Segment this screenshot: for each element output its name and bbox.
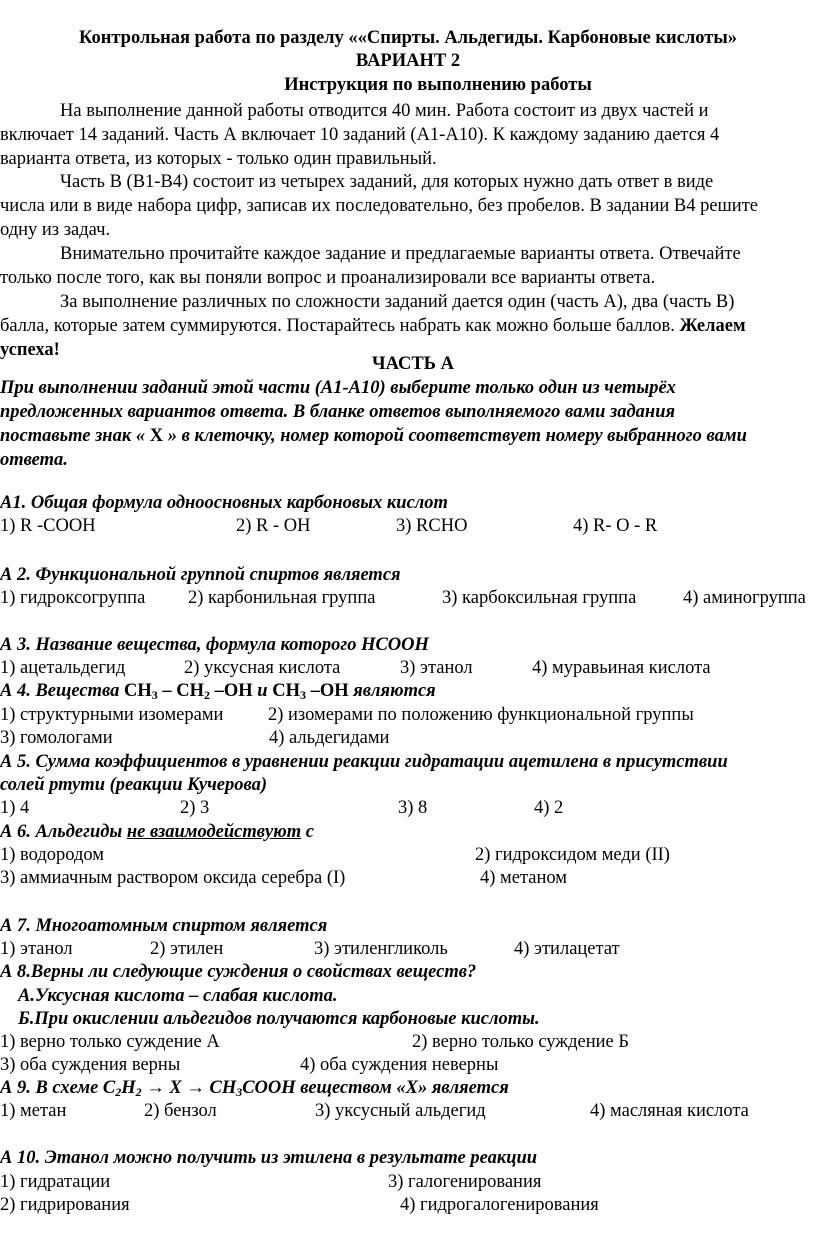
answer-option: 1) метан [0,1101,67,1121]
subscript: 2 [135,1085,142,1099]
formula-part: СН [124,681,152,701]
answer-option: 2) этилен [150,939,224,959]
answer-option: 1) гидратации [0,1172,111,1192]
question-text: А 6. Альдегиды [0,822,127,842]
answer-option: 3) этанол [400,658,473,678]
question-text: А 9. В схеме С [0,1078,116,1098]
answer-option: 4) гидрогалогенирования [400,1195,599,1215]
answer-option: 4) оба суждения неверны [300,1055,499,1075]
formula-methanol [272,681,348,701]
answer-option: 2) R - OH [236,516,311,536]
subscript: 3 [299,688,306,702]
answer-option: 4) альдегидами [269,728,390,748]
formula-part: СН [272,681,300,701]
underlined-text: не взаимодействуют [126,822,302,842]
intro-text: балла, которые затем суммируются. Постарайтесь набрать как можно больше баллов. [0,316,680,336]
answer-option: 3) уксусный альдегид [315,1101,486,1121]
subscript: 3 [236,1085,243,1099]
question-a9 [0,1076,509,1100]
instruction-text: » в клеточку, номер которой соответствует номеру выбранного вами [167,426,747,446]
part-a-instruction: ответа. [0,450,68,470]
intro-line: успеха! [0,340,60,360]
answer-option: 4) метаном [480,868,567,888]
doc-title: Контрольная работа по разделу ««Спирты. Альдегиды. Карбоновые кислоты» [78,28,738,48]
instruction-text: поставьте знак « [0,426,146,446]
question-a4 [0,679,436,703]
formula-part: –ОН [305,681,349,701]
subscript: 3 [151,688,158,702]
answer-option: 1) ацетальдегид [0,658,126,678]
intro-line: включает 14 заданий. Часть А включает 10 заданий (А1-А10). К каждому заданию дается 4 [0,125,720,145]
answer-option: 4) R- O - R [573,516,658,536]
question-a10: А 10. Этанол можно получить из этилена в результате реакции [0,1148,538,1168]
answer-option: 3) карбоксильная группа [442,588,637,608]
question-a1: А1. Общая формула одноосновных карбоновых кислот [0,493,448,513]
formula-propanol [124,681,253,701]
answer-option: 4) аминогруппа [683,588,806,608]
question-text: СООН веществом «Х» является [242,1078,509,1098]
answer-option: 4) масляная кислота [590,1101,749,1121]
answer-option: 2) карбонильная группа [188,588,376,608]
subscript: 2 [204,688,211,702]
intro-line: числа или в виде набора цифр, записав их последовательно, без пробелов. В задании В4 решите [0,196,759,216]
answer-option: 2) верно только суждение Б [412,1032,629,1052]
intro-bold-text: Желаем [679,316,746,336]
question-text: Н [121,1078,136,1098]
question-a5: солей ртути (реакции Кучерова) [0,775,268,795]
question-a3: А 3. Название вещества, формула которого НСООН [0,635,429,655]
answer-option: 3) этиленгликоль [314,939,448,959]
intro-line: варианта ответа, из которых - только один правильный. [0,149,437,169]
answer-option: 1) водородом [0,845,105,865]
question-text: с [301,822,314,842]
question-text: являются [348,681,436,701]
answer-option: 3) оба суждения верны [0,1055,181,1075]
instructions-title: Инструкция по выполнению работы [284,75,592,95]
answer-option: 3) гомологами [0,728,113,748]
intro-line: Внимательно прочитайте каждое задание и предлагаемые варианты ответа. Отвечайте [60,244,741,264]
statement-b: Б.При окислении альдегидов получаются карбоновые кислоты. [18,1009,540,1029]
answer-option: 2) гидрирования [0,1195,130,1215]
answer-option: 1) верно только суждение А [0,1032,220,1052]
answer-option: 2) 3 [180,798,210,818]
answer-option: 4) этилацетат [514,939,620,959]
answer-option: 2) уксусная кислота [184,658,341,678]
answer-option: 1) гидроксогруппа [0,588,146,608]
subscript: 2 [115,1085,122,1099]
answer-option: 3) галогенирования [388,1172,542,1192]
intro-line: Часть В (В1-В4) состоит из четырех заданий, для которых нужно дать ответ в виде [60,172,714,192]
answer-option: 2) гидроксидом меди (II) [475,845,670,865]
answer-option: 1) этанол [0,939,73,959]
answer-option: 4) 2 [534,798,564,818]
answer-option: 3) аммиачным раствором оксида серебра (I) [0,868,346,888]
intro-line: За выполнение различных по сложности заданий дается один (часть А), два (часть В) [60,292,735,312]
intro-line: На выполнение данной работы отводится 40 мин. Работа состоит из двух частей и [60,101,709,121]
part-a-title: ЧАСТЬ А [372,354,454,374]
answer-option: 1) структурными изомерами [0,705,224,725]
intro-line: только после того, как вы поняли вопрос и проанализировали все варианты ответа. [0,268,656,288]
question-a2: А 2. Функциональной группой спиртов является [0,565,401,585]
mark-x-symbol: Х [145,426,168,446]
question-text: А 4. Вещества [0,681,125,701]
answer-option: 3) RCHO [396,516,468,536]
answer-option: 4) муравьиная кислота [532,658,711,678]
formula-part: –ОН [210,681,253,701]
answer-option: 3) 8 [398,798,428,818]
answer-option: 2) бензол [144,1101,217,1121]
part-a-instruction: предложенных вариантов ответа. В бланке ответов выполняемого вами задания [0,402,676,422]
answer-option: 1) 4 [0,798,30,818]
question-text: и [252,681,273,701]
question-text: → Х → СН [141,1078,237,1098]
answer-option: 1) R -COOH [0,516,96,536]
question-a5: А 5. Сумма коэффициентов в уравнении реакции гидратации ацетилена в присутствии [0,752,728,772]
intro-line [0,314,746,338]
statement-a: А.Уксусная кислота – слабая кислота. [18,986,338,1006]
part-a-instruction: При выполнении заданий этой части (А1-А10) выберите только один из четырёх [0,378,676,398]
question-a7: А 7. Многоатомным спиртом является [0,916,328,936]
intro-line: одну из задач. [0,220,111,240]
part-a-instruction [0,424,747,448]
question-a6 [0,820,314,844]
answer-option: 2) изомерами по положению функциональной группы [268,705,694,725]
formula-part: – СН [157,681,205,701]
variant-label: ВАРИАНТ 2 [355,51,461,71]
question-a8: А 8.Верны ли следующие суждения о свойствах веществ? [0,962,477,982]
